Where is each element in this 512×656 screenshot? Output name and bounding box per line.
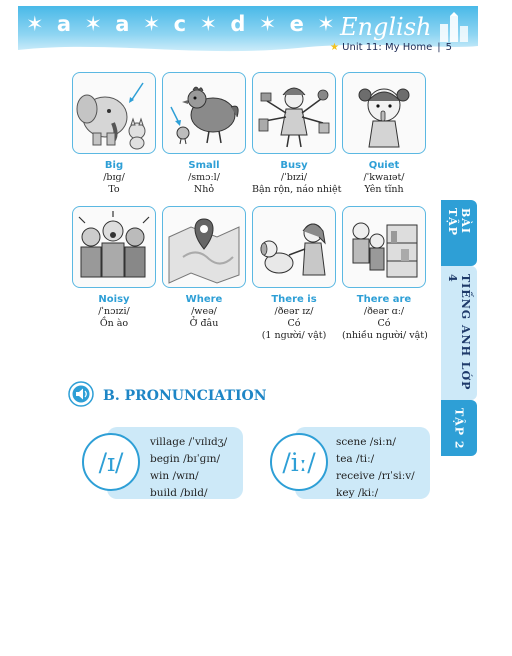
- side-tab-book: [441, 200, 477, 266]
- vocab-ipa: /ˈnɔɪzi/: [98, 306, 130, 317]
- vocab-item-busy: [252, 72, 342, 196]
- vocab-card: [342, 72, 426, 154]
- vocab-word: Small: [188, 160, 220, 171]
- vocab-item-big: [72, 72, 156, 196]
- elephant-and-cat-icon: [73, 73, 155, 153]
- vocab-ipa: /weə/: [191, 306, 217, 317]
- vocab-word: Big: [104, 160, 124, 171]
- vocab-item-small: [162, 72, 246, 196]
- noisy-crowd-icon: [73, 207, 155, 287]
- list-item: receive /rɪˈsiːv/: [336, 470, 415, 482]
- vocab-card: [342, 206, 426, 288]
- side-tab-volume: [441, 400, 477, 456]
- list-item: key /kiː/: [336, 487, 379, 499]
- vocab-meaning-note: (1 người/ vật): [261, 330, 327, 341]
- vocab-word: Where: [185, 294, 223, 305]
- vocab-card: [72, 72, 156, 154]
- unit-heading: [330, 42, 452, 53]
- busy-woman-icon: [253, 73, 335, 153]
- vocab-item-quiet: [342, 72, 426, 196]
- vocab-card: [162, 206, 246, 288]
- banner-letters: ✶ a ✶ a ✶ c ✶ d ✶ e ✶: [26, 12, 338, 36]
- vocab-word: There is: [271, 294, 317, 305]
- vocab-ipa: /ˈkwaɪət/: [363, 172, 405, 183]
- word-list: [336, 434, 415, 502]
- vocab-item-there-is: [252, 206, 336, 342]
- divider: |: [437, 42, 441, 53]
- vocab-ipa: /ðeər ɪz/: [274, 306, 314, 317]
- page-number: 5: [445, 42, 452, 53]
- vocab-word: Quiet: [368, 160, 400, 171]
- vocab-meaning: Ở đâu: [189, 318, 219, 329]
- unit-title: Unit 11: My Home: [342, 42, 433, 53]
- phoneme-symbol: /ɪ/: [82, 433, 140, 491]
- list-item: tea /tiː/: [336, 453, 375, 465]
- list-item: scene /siːn/: [336, 436, 396, 448]
- side-tab-text: BÀI TẬP: [446, 208, 472, 236]
- map-pin-icon: [163, 207, 245, 287]
- vocab-word: Busy: [280, 160, 308, 171]
- hen-and-chick-icon: [163, 73, 245, 153]
- vocab-ipa: /smɔːl/: [188, 172, 220, 183]
- list-item: build /bɪld/: [150, 487, 208, 499]
- vocab-ipa: /ˈbɪzi/: [280, 172, 308, 183]
- vocab-meaning: Có: [377, 318, 391, 329]
- vocab-card: [252, 72, 336, 154]
- vocab-item-where: [162, 206, 246, 330]
- vocab-item-noisy: [72, 206, 156, 330]
- vocab-meaning: To: [108, 184, 120, 195]
- vocab-word: Noisy: [98, 294, 130, 305]
- banner-english-title: English: [340, 13, 432, 41]
- vocab-meaning: Bận rộn, náo nhiệt: [252, 184, 342, 195]
- vocab-card: [162, 72, 246, 154]
- side-tab-grade: [441, 266, 477, 400]
- side-tab-text: TẬP 2: [452, 408, 466, 450]
- vocab-ipa: /ðeər ɑː/: [363, 306, 405, 317]
- list-item: begin /bɪˈɡɪn/: [150, 453, 220, 465]
- vocab-card: [72, 206, 156, 288]
- list-item: village /ˈvɪlɪdʒ/: [150, 436, 228, 448]
- vocab-item-there-are: [342, 206, 426, 342]
- quiet-girl-icon: [343, 73, 425, 153]
- vocab-ipa: /bɪɡ/: [103, 172, 125, 183]
- section-title: B. PRONUNCIATION: [103, 388, 267, 404]
- vocab-meaning: Có: [287, 318, 301, 329]
- children-on-shelf-icon: [343, 207, 425, 287]
- vocab-card: [252, 206, 336, 288]
- vocab-meaning: Yên tĩnh: [364, 184, 404, 195]
- side-tab-text: TIẾNG ANH LỚP 4: [446, 274, 472, 391]
- phoneme-symbol: /iː/: [270, 433, 328, 491]
- vocab-meaning-note: (nhiều người/ vật): [342, 330, 428, 341]
- speaker-icon: [68, 381, 94, 407]
- vocab-meaning: Ồn ào: [99, 318, 129, 329]
- girl-and-dog-icon: [253, 207, 335, 287]
- list-item: win /wɪn/: [150, 470, 199, 482]
- word-list: [150, 434, 227, 502]
- vocab-word: There are: [356, 294, 412, 305]
- vocab-meaning: Nhỏ: [193, 184, 215, 195]
- star-icon: ★: [330, 42, 339, 53]
